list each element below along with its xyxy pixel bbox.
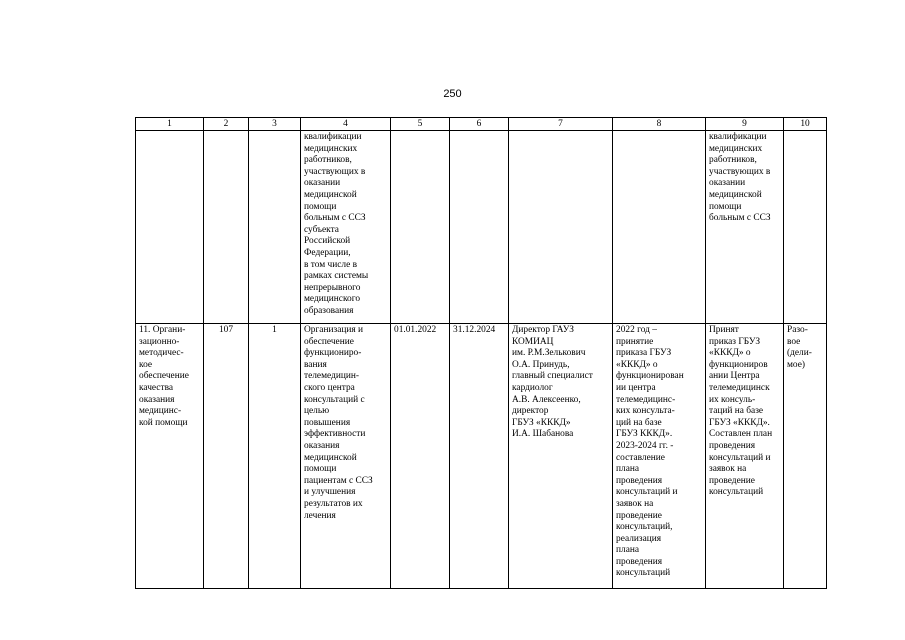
table-header-row (136, 118, 827, 131)
table-row (136, 324, 827, 589)
column-header: 6 (450, 118, 509, 131)
table-cell (784, 131, 827, 324)
item-number-cell: 1 (249, 324, 301, 589)
row-number-cell: 107 (204, 324, 249, 589)
table-cell: квалификации медицинских работников, участвующих в оказании медицинской помощи больным с ССЗ (706, 131, 784, 324)
start-date-cell: 01.01.2022 (391, 324, 450, 589)
column-header: 4 (301, 118, 391, 131)
column-header: 7 (509, 118, 613, 131)
column-header: 3 (249, 118, 301, 131)
table-cell (136, 131, 204, 324)
page-number: 250 (443, 88, 462, 100)
table-cell: квалификации медицинских работников, участвующих в оказании медицинской помощи больным с ССЗ субъекта Российской Федерации, в том числе в рамках системы непрерывного медицинского образования (301, 131, 391, 324)
expected-result-cell: 2022 год – принятие приказа ГБУЗ «КККД» о функционирован ии центра телемедицинс- ких консульта- ций на базе ГБУЗ КККД». 2023-2024 гг. - составление плана проведения консультаций и заявок на проведение консультаций, реализация плана проведения консультаций (613, 324, 706, 589)
column-header: 5 (391, 118, 450, 131)
table-cell (613, 131, 706, 324)
column-header: 2 (204, 118, 249, 131)
actual-result-cell: Принят приказ ГБУЗ «КККД» о функциониров ании Центра телемедицинск их консуль- таций на базе ГБУЗ «КККД». Составлен план проведения консультаций и заявок на проведение консультаций (706, 324, 784, 589)
table-cell (204, 131, 249, 324)
column-header: 8 (613, 118, 706, 131)
section-title-cell: 11. Органи- зационно- методичес- кое обеспечение качества оказания медицинс- кой помощи (136, 324, 204, 589)
table-row (136, 131, 827, 324)
column-header: 10 (784, 118, 827, 131)
end-date-cell: 31.12.2024 (450, 324, 509, 589)
table-cell (509, 131, 613, 324)
periodicity-cell: Разо- вое (дели- мое) (784, 324, 827, 589)
column-header: 1 (136, 118, 204, 131)
table-cell (391, 131, 450, 324)
plan-table (135, 117, 827, 589)
table-cell (249, 131, 301, 324)
responsible-cell: Директор ГАУЗ КОМИАЦ им. Р.М.Зелькович О.А. Принудь, главный специалист кардиолог А.В. Алексеенко, директор ГБУЗ «КККД» И.А. Шабанова (509, 324, 613, 589)
column-header: 9 (706, 118, 784, 131)
table-cell (450, 131, 509, 324)
activity-cell: Организация и обеспечение функциониро- вания телемедицин- ского центра консультаций с целью повышения эффективности оказания медицинской помощи пациентам с ССЗ и улучшения результатов их лечения (301, 324, 391, 589)
